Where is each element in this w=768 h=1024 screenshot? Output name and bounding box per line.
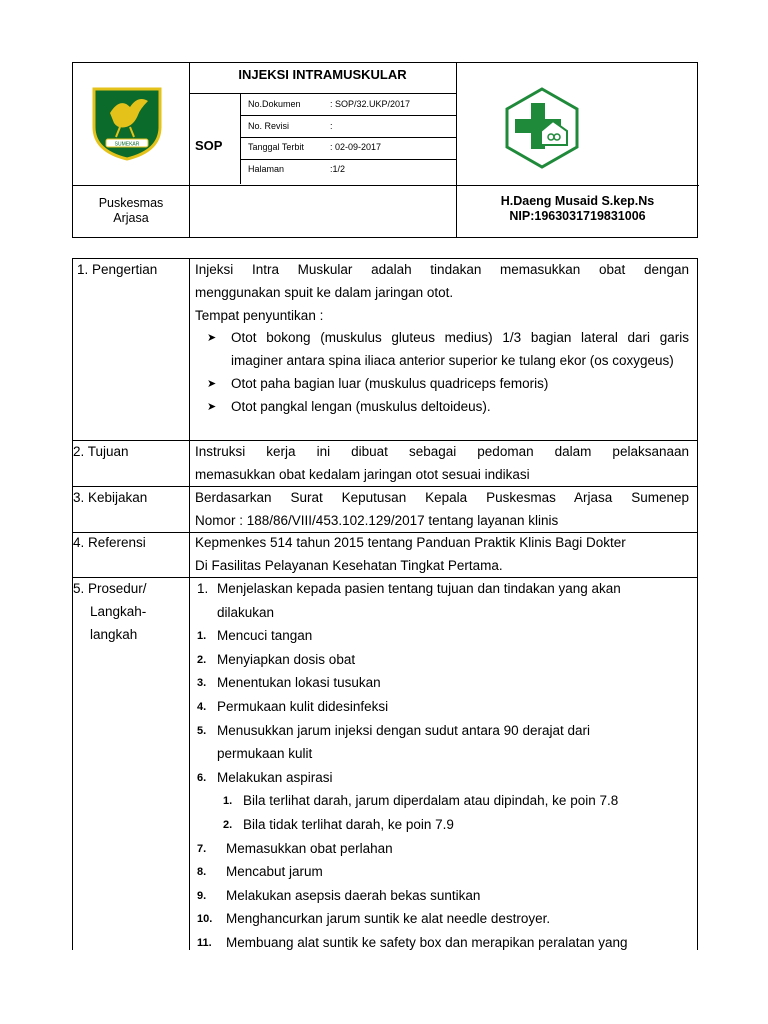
list-item: 7. Memasukkan obat perlahan bbox=[197, 840, 393, 856]
pengertian-content bbox=[195, 259, 689, 419]
kebijakan-content bbox=[195, 487, 689, 533]
document-title: INJEKSI INTRAMUSKULAR bbox=[238, 67, 407, 82]
meta-value: : bbox=[330, 121, 333, 131]
meta-divider bbox=[240, 159, 456, 160]
sop-label: SOP bbox=[195, 138, 223, 153]
meta-value: : 02-09-2017 bbox=[330, 142, 382, 152]
list-item: ➤ Otot bokong (muskulus gluteus medius) 1/3 bagian lateral dari garis imaginer antara spina iliaca anterior superior ke tulang ekor (os coxygeus) bbox=[195, 327, 689, 373]
list-item: 5. Menusukkan jarum injeksi dengan sudut antara 90 derajat dari permukaan kulit bbox=[197, 722, 590, 762]
procedure-table bbox=[72, 258, 698, 950]
list-item: 9. Melakukan asepsis daerah bekas suntikan bbox=[197, 887, 481, 903]
list-item: 1. Mencuci tangan bbox=[197, 628, 313, 644]
meta-label: Halaman bbox=[248, 164, 285, 174]
list-item: ➤ Otot paha bagian luar (muskulus quadriceps femoris) bbox=[195, 373, 689, 396]
arrow-bullet-icon: ➤ bbox=[207, 377, 217, 390]
meta-label: No. Revisi bbox=[248, 121, 290, 131]
paragraph-line: menggunakan spuit ke dalam jaringan otot. bbox=[195, 284, 454, 300]
paragraph-line: Tempat penyuntikan : bbox=[195, 307, 324, 323]
list-item: 2. Menyiapkan dosis obat bbox=[197, 651, 356, 667]
meta-value: :1/2 bbox=[330, 164, 346, 174]
list-item: ➤ Otot pangkal lengan (muskulus deltoideus). bbox=[195, 396, 689, 419]
meta-label: No.Dokumen bbox=[248, 99, 301, 109]
header-divider bbox=[189, 63, 190, 237]
header-divider bbox=[189, 93, 456, 94]
health-cross-icon bbox=[501, 87, 583, 169]
signer-nip: NIP:1963031719831006 bbox=[509, 209, 646, 223]
shield-icon bbox=[90, 83, 164, 161]
section-label: 4. Referensi bbox=[73, 535, 146, 550]
column-divider bbox=[189, 259, 190, 950]
meta-value: : SOP/32.UKP/2017 bbox=[330, 99, 411, 109]
sub-list-item: 2. Bila tidak terlihat darah, ke poin 7.9 bbox=[223, 816, 454, 832]
sub-list-item: 1. Bila terlihat darah, jarum diperdalam atau dipindah, ke poin 7.8 bbox=[223, 793, 619, 809]
header-divider bbox=[73, 185, 699, 186]
paragraph-line: Injeksi Intra Muskular adalah tindakan memasukkan obat dengan bbox=[195, 262, 689, 277]
paragraph-line: Berdasarkan Surat Keputusan Kepala Puskesmas Arjasa Sumenep bbox=[195, 490, 689, 505]
arrow-bullet-icon: ➤ bbox=[207, 400, 217, 413]
referensi-content bbox=[195, 532, 689, 578]
header-table bbox=[72, 62, 698, 238]
paragraph-line: memasukkan obat kedalam jaringan otot sesuai indikasi bbox=[195, 466, 530, 482]
signer-name: H.Daeng Musaid S.kep.Ns bbox=[500, 194, 655, 208]
paragraph-line: Instruksi kerja ini dibuat sebagai pedoman dalam pelaksanaan bbox=[195, 444, 689, 459]
puskesmas-logo bbox=[501, 87, 583, 169]
org-name: Puskesmas bbox=[98, 196, 164, 210]
list-item: 6. Melakukan aspirasi bbox=[197, 769, 333, 785]
arrow-bullet-icon: ➤ bbox=[207, 332, 217, 345]
meta-divider bbox=[240, 115, 456, 116]
list-item: 4. Permukaan kulit didesinfeksi bbox=[197, 698, 389, 714]
tujuan-content bbox=[195, 441, 689, 487]
meta-divider bbox=[240, 93, 241, 184]
section-label: 1. Pengertian bbox=[77, 262, 158, 277]
list-item: 3. Menentukan lokasi tusukan bbox=[197, 675, 381, 691]
section-label: 5. Prosedur/ Langkah- langkah bbox=[73, 581, 147, 642]
meta-divider bbox=[240, 137, 456, 138]
meta-label: Tanggal Terbit bbox=[248, 142, 304, 152]
list-item: 1. Menjelaskan kepada pasien tentang tujuan dan tindakan yang akan dilakukan bbox=[197, 581, 621, 620]
org-name: Arjasa bbox=[113, 211, 149, 225]
paragraph-line: Nomor : 188/86/VIII/453.102.129/2017 tentang layanan klinis bbox=[195, 512, 559, 528]
section-label: 2. Tujuan bbox=[73, 444, 129, 459]
list-item: 11. Membuang alat suntik ke safety box dan merapikan peralatan yang bbox=[197, 934, 628, 950]
paragraph-line: Di Fasilitas Pelayanan Kesehatan Tingkat Pertama. bbox=[195, 557, 503, 573]
list-item: 10. Menghancurkan jarum suntik ke alat needle destroyer. bbox=[197, 911, 551, 927]
prosedur-content bbox=[197, 577, 689, 955]
paragraph-line: Kepmenkes 514 tahun 2015 tentang Panduan Praktik Klinis Bagi Dokter bbox=[195, 535, 626, 550]
district-logo bbox=[90, 83, 164, 161]
list-item: 8. Mencabut jarum bbox=[197, 864, 323, 880]
svg-text:SUMEKAR: SUMEKAR bbox=[114, 141, 140, 148]
section-label: 3. Kebijakan bbox=[73, 490, 148, 505]
